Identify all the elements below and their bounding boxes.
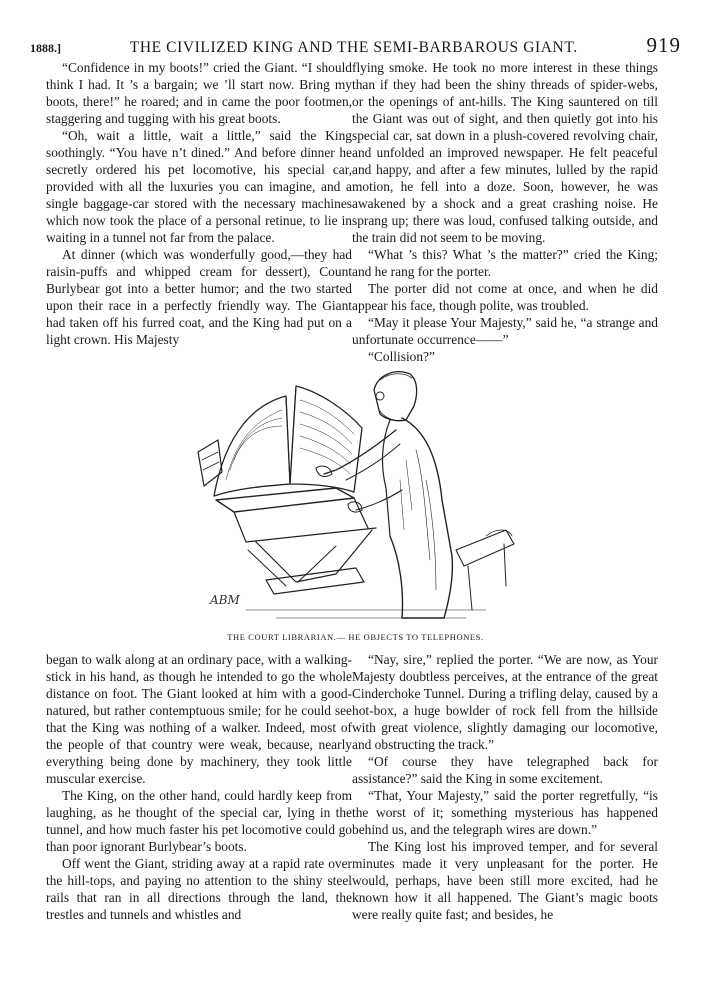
paragraph: “Nay, sire,” replied the porter. “We are now, as Your Majesty doubtless perceives, at the entrance of the great Cinderchoke Tunnel. During a trifling delay, caused by a hot-box, a huge bowlder of rock fell from the hillside with great violence, slightly damaging our locomotive, and obstructing the track.”	[352, 652, 658, 752]
paragraph: Off went the Giant, striding away at a rapid rate over the hill-tops, and paying no attention to the shiny steel rails that ran in all directions through the land, the trestles and tunnels and whistles and	[46, 856, 352, 922]
artist-signature: ABM	[210, 593, 240, 607]
paragraph: The King, on the other hand, could hardly keep from laughing, as he thought of the special car, lying in the tunnel, and how much faster his pet locomotive could go than poor ignorant Burlybear’s boots.	[46, 788, 352, 854]
paragraph: The porter did not come at once, and when he did appear his face, though polite, was troubled.	[352, 281, 658, 313]
paragraph: At dinner (which was wonderfully good,—they had raisin-puffs and whipped cream for dessert), Count Burlybear got into a better humor; and the two started upon their race in a perfectly friendly way. The Giant had taken off his furred coat, and the King had put on a light crown. His Majesty	[46, 247, 352, 347]
paragraph: “Collision?”	[368, 349, 435, 364]
column-bottom-right	[352, 651, 658, 923]
paragraph: “Confidence in my boots!” cried the Giant. “I should think I had. It ’s a bargain; we ’ll start now. Bring my boots, there!” he roared; and in came the poor footmen, staggering and tugging with his great boots.	[46, 60, 352, 126]
paragraph: “Oh, wait a little, wait a little,” said the King soothingly. “You have n’t dined.” And before dinner he secretly ordered his pet locomotive, his special car, provided with all the luxuries you can imagine, and a single baggage-car stored with the necessary machines which now took the place of a personal retinue, to lie in waiting in a tunnel not far from the palace.	[46, 128, 352, 245]
column-top-left	[46, 59, 352, 348]
paragraph: “Of course they have telegraphed back for assistance?” said the King in some excitement.	[352, 754, 658, 786]
paragraph: The King lost his improved temper, and for several minutes made it very unpleasant for the porter. He would, perhaps, have been still more excited, had he known how it all happened. The Giant’s magic boots were really quite fast; and besides, he	[352, 839, 658, 922]
paragraph: “That, Your Majesty,” said the porter regretfully, “is the worst of it; something mysterious has happened behind us, and the telegraph wires are down.”	[352, 788, 658, 837]
header-title: THE CIVILIZED KING AND THE SEMI-BARBAROUS GIANT.	[129, 39, 578, 56]
running-header	[30, 33, 681, 57]
header-year: 1888.]	[30, 41, 61, 55]
paragraph: began to walk along at an ordinary pace, with a walking-stick in his hand, as though he intended to go the whole distance on foot. The Giant looked at him with a good-natured, but rather contemptuous smile; for he could see that the King was nothing of a walker. Indeed, most of the people of that country were weak, because, nearly everything being done by machinery, they took little muscular exercise.	[46, 652, 352, 786]
paragraph: “May it please Your Majesty,” said he, “a strange and unfortunate occurrence——”	[352, 315, 658, 347]
column-bottom-left	[46, 651, 352, 923]
page-number: 919	[646, 33, 681, 57]
illustration-court-librarian	[186, 360, 526, 630]
column-top-right	[352, 59, 658, 365]
paragraph: “What ’s this? What ’s the matter?” cried the King; and he rang for the porter.	[352, 247, 658, 279]
paragraph: flying smoke. He took no more interest in these things than if they had been the shiny threads of spider-webs, or the openings of ant-hills. The King sauntered on till the Giant was out of sight, and then quietly got into his special car, sat down in a plush-covered revolving chair, and unfolded an improved newspaper. He felt peaceful and happy, and after a few minutes, lulled by the rapid motion, he fell into a doze. Soon, however, he was awakened by a shock and a great crashing noise. He sprang up; there was loud, confused talking outside, and the train did not seem to be moving.	[352, 60, 658, 245]
illustration-caption: THE COURT LIBRARIAN.— HE OBJECTS TO TELEPHONES.	[227, 632, 484, 642]
